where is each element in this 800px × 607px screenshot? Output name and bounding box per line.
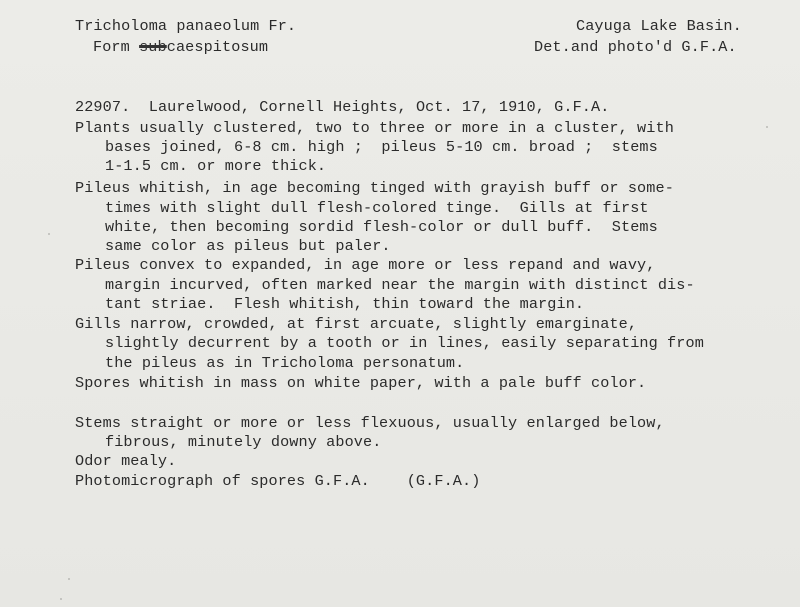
paper-speck [766,126,768,128]
paper-speck [48,233,50,235]
location: Cayuga Lake Basin. [576,17,742,35]
photomicrograph-text: Photomicrograph of spores G.F.A. [75,472,370,490]
pileus-shape-line-1: Pileus convex to expanded, in age more or less repand and wavy, [75,256,656,274]
plants-line-2: bases joined, 6-8 cm. high ; pileus 5-10 cm. broad ; stems [105,138,658,156]
paper-speck [60,598,62,600]
stems-line-1: Stems straight or more or less flexuous, usually enlarged below, [75,414,665,432]
form-name [93,37,268,57]
photomicrograph-credit: (G.F.A.) [406,472,481,490]
paper-speck [68,578,70,580]
odor-line: Odor mealy. [75,452,177,470]
pileus-color-line-2: times with slight dull flesh-colored tinge. Gills at first [105,199,649,217]
pileus-color-line-4: same color as pileus but paler. [105,237,391,255]
record-id: 22907. [75,98,131,116]
form-epithet: caespitosum [166,38,269,56]
credit-line: Det.and photo'd G.F.A. [534,38,737,56]
collection-line [75,97,609,117]
pileus-shape-line-2: margin incurved, often marked near the margin with distinct dis- [105,276,695,294]
species-name: Tricholoma panaeolum Fr. [75,17,297,35]
pileus-shape-line-3: tant striae. Flesh whitish, thin toward the margin. [105,295,585,313]
stems-line-2: fibrous, minutely downy above. [105,433,382,451]
struck-text: sub [139,38,167,56]
pileus-color-line-1: Pileus whitish, in age becoming tinged with grayish buff or some- [75,179,674,197]
pileus-color-line-3: white, then becoming sordid flesh-color or dull buff. Stems [105,218,658,236]
plants-line-3: 1-1.5 cm. or more thick. [105,157,327,175]
form-prefix: Form [93,38,140,56]
photomicrograph-line [75,471,480,491]
spores-line: Spores whitish in mass on white paper, with a pale buff color. [75,374,647,392]
collection-info: Laurelwood, Cornell Heights, Oct. 17, 1910, G.F.A. [148,98,610,116]
gills-line-2: slightly decurrent by a tooth or in lines, easily separating from [105,334,704,352]
plants-line-1: Plants usually clustered, two to three or more in a cluster, with [75,119,674,137]
gills-line-3: the pileus as in Tricholoma personatum. [105,354,465,372]
gills-line-1: Gills narrow, crowded, at first arcuate, slightly emarginate, [75,315,638,333]
